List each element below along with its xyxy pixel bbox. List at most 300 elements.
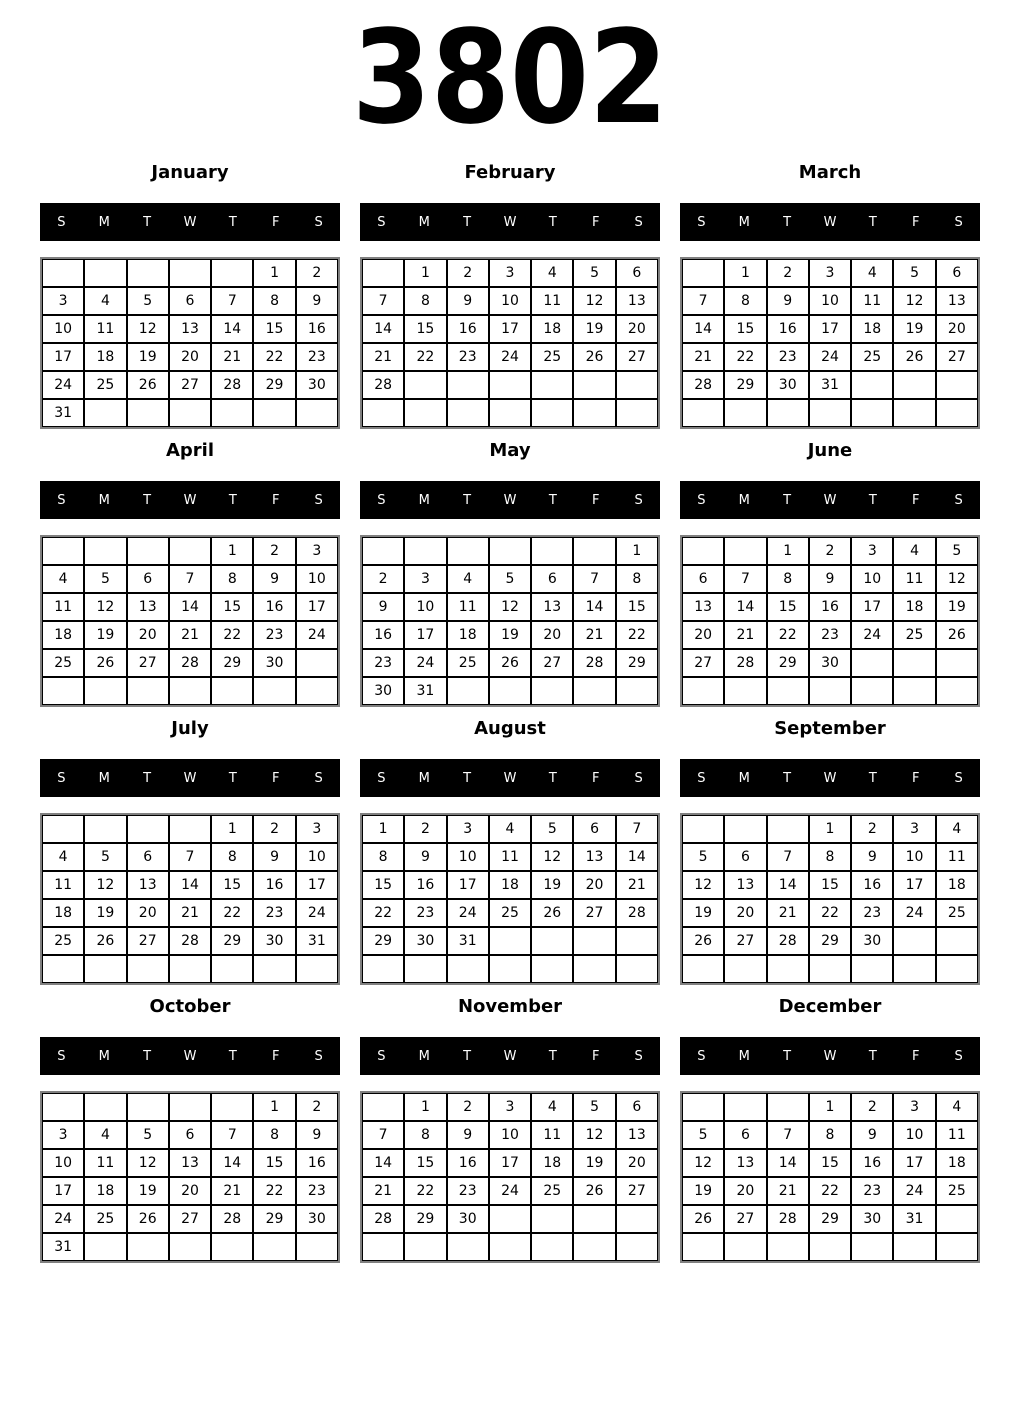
day-cell: 12: [682, 1149, 724, 1177]
empty-day-cell: [84, 815, 126, 843]
empty-day-cell: [211, 677, 253, 705]
empty-day-cell: [169, 399, 211, 427]
day-cell: 23: [362, 649, 404, 677]
weekday-label: S: [57, 214, 66, 230]
day-cell: 14: [169, 593, 211, 621]
day-cell: 9: [253, 565, 295, 593]
empty-day-cell: [573, 927, 615, 955]
day-cell: 25: [489, 899, 531, 927]
day-cell: 19: [84, 621, 126, 649]
day-cell: 26: [127, 371, 169, 399]
day-cell: 3: [893, 1093, 935, 1121]
day-cell: 13: [531, 593, 573, 621]
day-cell: 15: [253, 1149, 295, 1177]
empty-day-cell: [211, 1233, 253, 1261]
month-grid: [360, 535, 660, 707]
month-grid: [40, 257, 340, 429]
month-title: April: [165, 440, 215, 461]
month-may: [360, 441, 660, 707]
day-cell: 23: [253, 621, 295, 649]
day-cell: 8: [404, 287, 446, 315]
day-cell: 7: [682, 287, 724, 315]
empty-day-cell: [809, 677, 851, 705]
day-cell: 11: [42, 593, 84, 621]
day-cell: 5: [531, 815, 573, 843]
day-cell: 17: [851, 593, 893, 621]
day-cell: 25: [893, 621, 935, 649]
empty-day-cell: [531, 677, 573, 705]
day-cell: 28: [724, 649, 766, 677]
day-cell: 26: [489, 649, 531, 677]
day-cell: 31: [893, 1205, 935, 1233]
empty-day-cell: [42, 537, 84, 565]
weekday-label: W: [823, 492, 837, 508]
day-cell: 12: [573, 1121, 615, 1149]
day-cell: 11: [851, 287, 893, 315]
day-cell: 18: [84, 1177, 126, 1205]
weekday-label: S: [954, 492, 963, 508]
weekday-label: T: [463, 492, 472, 508]
day-cell: 2: [809, 537, 851, 565]
day-cell: 19: [127, 1177, 169, 1205]
empty-day-cell: [531, 1233, 573, 1261]
day-cell: 14: [211, 315, 253, 343]
day-cell: 22: [253, 343, 295, 371]
day-cell: 7: [767, 1121, 809, 1149]
weekday-label: F: [271, 770, 280, 786]
weekday-label: W: [503, 492, 517, 508]
month-grid: [680, 535, 980, 707]
day-cell: 28: [682, 371, 724, 399]
day-cell: 16: [447, 1149, 489, 1177]
day-cell: 13: [936, 287, 978, 315]
empty-day-cell: [42, 677, 84, 705]
day-cell: 10: [296, 565, 338, 593]
weekday-label: M: [418, 214, 430, 230]
day-cell: 30: [296, 371, 338, 399]
empty-day-cell: [489, 677, 531, 705]
day-cell: 19: [489, 621, 531, 649]
empty-day-cell: [42, 955, 84, 983]
empty-day-cell: [531, 927, 573, 955]
day-cell: 18: [936, 871, 978, 899]
weekday-label: S: [697, 492, 706, 508]
empty-day-cell: [809, 399, 851, 427]
day-cell: 20: [616, 1149, 658, 1177]
day-cell: 8: [616, 565, 658, 593]
empty-day-cell: [724, 537, 766, 565]
day-cell: 1: [211, 815, 253, 843]
weekday-label: F: [591, 214, 600, 230]
day-cell: 4: [936, 1093, 978, 1121]
weekday-label: T: [868, 770, 877, 786]
day-cell: 7: [616, 815, 658, 843]
day-cell: 11: [489, 843, 531, 871]
weekday-label: F: [591, 492, 600, 508]
empty-day-cell: [724, 399, 766, 427]
day-cell: 6: [724, 843, 766, 871]
day-cell: 19: [682, 899, 724, 927]
day-cell: 8: [253, 1121, 295, 1149]
day-cell: 9: [362, 593, 404, 621]
empty-day-cell: [851, 371, 893, 399]
empty-day-cell: [296, 955, 338, 983]
weekday-header: [40, 1037, 340, 1075]
day-cell: 29: [809, 1205, 851, 1233]
day-cell: 30: [851, 1205, 893, 1233]
month-november: [360, 997, 660, 1263]
empty-day-cell: [893, 1233, 935, 1261]
empty-day-cell: [616, 677, 658, 705]
day-cell: 7: [211, 1121, 253, 1149]
day-cell: 21: [724, 621, 766, 649]
day-cell: 22: [211, 899, 253, 927]
day-cell: 15: [211, 871, 253, 899]
weekday-label: T: [868, 492, 877, 508]
weekday-label: M: [418, 492, 430, 508]
empty-day-cell: [682, 259, 724, 287]
day-cell: 1: [362, 815, 404, 843]
day-cell: 13: [724, 871, 766, 899]
weekday-label: S: [314, 492, 323, 508]
empty-day-cell: [211, 399, 253, 427]
day-cell: 26: [936, 621, 978, 649]
day-cell: 24: [404, 649, 446, 677]
empty-day-cell: [127, 815, 169, 843]
day-cell: 9: [296, 1121, 338, 1149]
day-cell: 27: [616, 343, 658, 371]
day-cell: 11: [893, 565, 935, 593]
day-cell: 16: [809, 593, 851, 621]
weekday-label: S: [697, 214, 706, 230]
day-cell: 10: [851, 565, 893, 593]
day-cell: 7: [724, 565, 766, 593]
day-cell: 5: [682, 1121, 724, 1149]
weekday-label: M: [418, 770, 430, 786]
weekday-label: W: [503, 1048, 517, 1064]
day-cell: 28: [362, 1205, 404, 1233]
day-cell: 11: [936, 1121, 978, 1149]
empty-day-cell: [893, 371, 935, 399]
weekday-label: M: [98, 770, 110, 786]
day-cell: 11: [84, 1149, 126, 1177]
day-cell: 10: [296, 843, 338, 871]
empty-day-cell: [127, 399, 169, 427]
weekday-label: W: [183, 770, 197, 786]
day-cell: 9: [767, 287, 809, 315]
weekday-header: [360, 759, 660, 797]
day-cell: 30: [362, 677, 404, 705]
empty-day-cell: [936, 649, 978, 677]
empty-day-cell: [42, 815, 84, 843]
empty-day-cell: [296, 399, 338, 427]
day-cell: 22: [253, 1177, 295, 1205]
day-cell: 10: [489, 287, 531, 315]
empty-day-cell: [682, 537, 724, 565]
day-cell: 29: [253, 1205, 295, 1233]
day-cell: 6: [169, 1121, 211, 1149]
empty-day-cell: [127, 259, 169, 287]
day-cell: 9: [253, 843, 295, 871]
month-grid: [40, 535, 340, 707]
empty-day-cell: [936, 677, 978, 705]
empty-day-cell: [362, 537, 404, 565]
day-cell: 22: [809, 1177, 851, 1205]
empty-day-cell: [851, 955, 893, 983]
empty-day-cell: [404, 1233, 446, 1261]
empty-day-cell: [724, 815, 766, 843]
day-cell: 9: [851, 1121, 893, 1149]
day-cell: 17: [447, 871, 489, 899]
day-cell: 5: [127, 287, 169, 315]
month-title: March: [798, 162, 862, 183]
day-cell: 20: [616, 315, 658, 343]
day-cell: 6: [936, 259, 978, 287]
weekday-label: F: [271, 492, 280, 508]
day-cell: 29: [724, 371, 766, 399]
day-cell: 31: [809, 371, 851, 399]
day-cell: 25: [84, 371, 126, 399]
weekday-label: T: [783, 1048, 792, 1064]
day-cell: 16: [447, 315, 489, 343]
weekday-label: T: [548, 214, 557, 230]
empty-day-cell: [211, 955, 253, 983]
day-cell: 3: [42, 1121, 84, 1149]
empty-day-cell: [573, 955, 615, 983]
weekday-label: S: [57, 492, 66, 508]
day-cell: 3: [296, 537, 338, 565]
day-cell: 21: [767, 1177, 809, 1205]
day-cell: 24: [296, 621, 338, 649]
day-cell: 25: [531, 1177, 573, 1205]
day-cell: 13: [169, 1149, 211, 1177]
weekday-label: M: [98, 492, 110, 508]
day-cell: 10: [893, 1121, 935, 1149]
day-cell: 7: [211, 287, 253, 315]
day-cell: 16: [851, 1149, 893, 1177]
month-title: January: [151, 162, 229, 183]
day-cell: 21: [362, 343, 404, 371]
day-cell: 21: [169, 899, 211, 927]
day-cell: 16: [253, 593, 295, 621]
empty-day-cell: [616, 371, 658, 399]
empty-day-cell: [447, 955, 489, 983]
day-cell: 6: [616, 1093, 658, 1121]
day-cell: 19: [573, 315, 615, 343]
day-cell: 24: [42, 371, 84, 399]
day-cell: 29: [211, 649, 253, 677]
day-cell: 19: [531, 871, 573, 899]
day-cell: 19: [936, 593, 978, 621]
empty-day-cell: [531, 955, 573, 983]
day-cell: 17: [489, 315, 531, 343]
day-cell: 24: [809, 343, 851, 371]
day-cell: 25: [851, 343, 893, 371]
empty-day-cell: [404, 955, 446, 983]
day-cell: 2: [851, 1093, 893, 1121]
weekday-label: T: [228, 1048, 237, 1064]
day-cell: 28: [169, 927, 211, 955]
empty-day-cell: [253, 1233, 295, 1261]
empty-day-cell: [489, 371, 531, 399]
month-january: [40, 163, 340, 429]
empty-day-cell: [573, 1205, 615, 1233]
empty-day-cell: [936, 399, 978, 427]
empty-day-cell: [893, 399, 935, 427]
day-cell: 3: [42, 287, 84, 315]
day-cell: 14: [211, 1149, 253, 1177]
weekday-label: T: [228, 492, 237, 508]
day-cell: 15: [724, 315, 766, 343]
empty-day-cell: [447, 1233, 489, 1261]
day-cell: 16: [767, 315, 809, 343]
day-cell: 22: [809, 899, 851, 927]
empty-day-cell: [724, 677, 766, 705]
day-cell: 11: [84, 315, 126, 343]
weekday-label: T: [143, 1048, 152, 1064]
day-cell: 27: [127, 649, 169, 677]
month-september: [680, 719, 980, 985]
day-cell: 21: [767, 899, 809, 927]
day-cell: 12: [936, 565, 978, 593]
day-cell: 8: [211, 843, 253, 871]
weekday-label: M: [738, 1048, 750, 1064]
day-cell: 18: [936, 1149, 978, 1177]
day-cell: 10: [42, 1149, 84, 1177]
day-cell: 11: [42, 871, 84, 899]
day-cell: 4: [851, 259, 893, 287]
empty-day-cell: [936, 955, 978, 983]
day-cell: 10: [447, 843, 489, 871]
day-cell: 18: [851, 315, 893, 343]
day-cell: 23: [851, 899, 893, 927]
day-cell: 27: [682, 649, 724, 677]
day-cell: 23: [851, 1177, 893, 1205]
day-cell: 11: [936, 843, 978, 871]
day-cell: 17: [296, 871, 338, 899]
weekday-label: M: [738, 492, 750, 508]
empty-day-cell: [893, 955, 935, 983]
day-cell: 8: [809, 843, 851, 871]
day-cell: 20: [127, 621, 169, 649]
empty-day-cell: [682, 955, 724, 983]
day-cell: 14: [616, 843, 658, 871]
day-cell: 1: [767, 537, 809, 565]
empty-day-cell: [809, 955, 851, 983]
day-cell: 19: [893, 315, 935, 343]
day-cell: 12: [84, 871, 126, 899]
day-cell: 17: [42, 1177, 84, 1205]
empty-day-cell: [447, 399, 489, 427]
day-cell: 28: [616, 899, 658, 927]
day-cell: 1: [404, 259, 446, 287]
day-cell: 23: [447, 343, 489, 371]
month-grid: [40, 1091, 340, 1263]
day-cell: 12: [573, 287, 615, 315]
day-cell: 15: [404, 1149, 446, 1177]
weekday-label: F: [911, 1048, 920, 1064]
day-cell: 2: [253, 815, 295, 843]
empty-day-cell: [531, 537, 573, 565]
day-cell: 26: [84, 927, 126, 955]
weekday-label: F: [271, 214, 280, 230]
day-cell: 6: [724, 1121, 766, 1149]
day-cell: 7: [362, 287, 404, 315]
day-cell: 16: [296, 1149, 338, 1177]
day-cell: 11: [531, 1121, 573, 1149]
weekday-label: S: [634, 214, 643, 230]
day-cell: 4: [531, 259, 573, 287]
day-cell: 24: [296, 899, 338, 927]
day-cell: 26: [682, 927, 724, 955]
day-cell: 30: [253, 649, 295, 677]
day-cell: 25: [42, 649, 84, 677]
weekday-label: W: [823, 770, 837, 786]
month-february: [360, 163, 660, 429]
weekday-label: W: [183, 1048, 197, 1064]
day-cell: 28: [767, 927, 809, 955]
day-cell: 9: [447, 1121, 489, 1149]
empty-day-cell: [531, 371, 573, 399]
weekday-label: T: [463, 1048, 472, 1064]
empty-day-cell: [616, 927, 658, 955]
empty-day-cell: [42, 1093, 84, 1121]
day-cell: 20: [682, 621, 724, 649]
empty-day-cell: [682, 1093, 724, 1121]
day-cell: 27: [573, 899, 615, 927]
empty-day-cell: [851, 649, 893, 677]
day-cell: 23: [296, 343, 338, 371]
day-cell: 17: [489, 1149, 531, 1177]
empty-day-cell: [573, 537, 615, 565]
day-cell: 20: [531, 621, 573, 649]
day-cell: 7: [767, 843, 809, 871]
day-cell: 6: [531, 565, 573, 593]
day-cell: 3: [447, 815, 489, 843]
day-cell: 23: [404, 899, 446, 927]
month-title: February: [464, 162, 556, 183]
month-october: [40, 997, 340, 1263]
day-cell: 31: [404, 677, 446, 705]
weekday-label: T: [143, 492, 152, 508]
day-cell: 30: [404, 927, 446, 955]
empty-day-cell: [296, 1233, 338, 1261]
empty-day-cell: [169, 1093, 211, 1121]
empty-day-cell: [682, 1233, 724, 1261]
weekday-label: S: [697, 770, 706, 786]
weekday-label: F: [591, 770, 600, 786]
empty-day-cell: [84, 537, 126, 565]
day-cell: 18: [42, 899, 84, 927]
weekday-label: S: [377, 214, 386, 230]
empty-day-cell: [573, 371, 615, 399]
day-cell: 8: [767, 565, 809, 593]
weekday-label: T: [548, 1048, 557, 1064]
empty-day-cell: [893, 649, 935, 677]
weekday-label: S: [377, 1048, 386, 1064]
day-cell: 25: [936, 899, 978, 927]
empty-day-cell: [767, 955, 809, 983]
day-cell: 1: [616, 537, 658, 565]
day-cell: 22: [404, 343, 446, 371]
day-cell: 13: [169, 315, 211, 343]
month-grid: [360, 813, 660, 985]
weekday-label: S: [954, 1048, 963, 1064]
day-cell: 1: [809, 1093, 851, 1121]
month-grid: [360, 257, 660, 429]
weekday-label: T: [143, 214, 152, 230]
weekday-label: S: [697, 1048, 706, 1064]
